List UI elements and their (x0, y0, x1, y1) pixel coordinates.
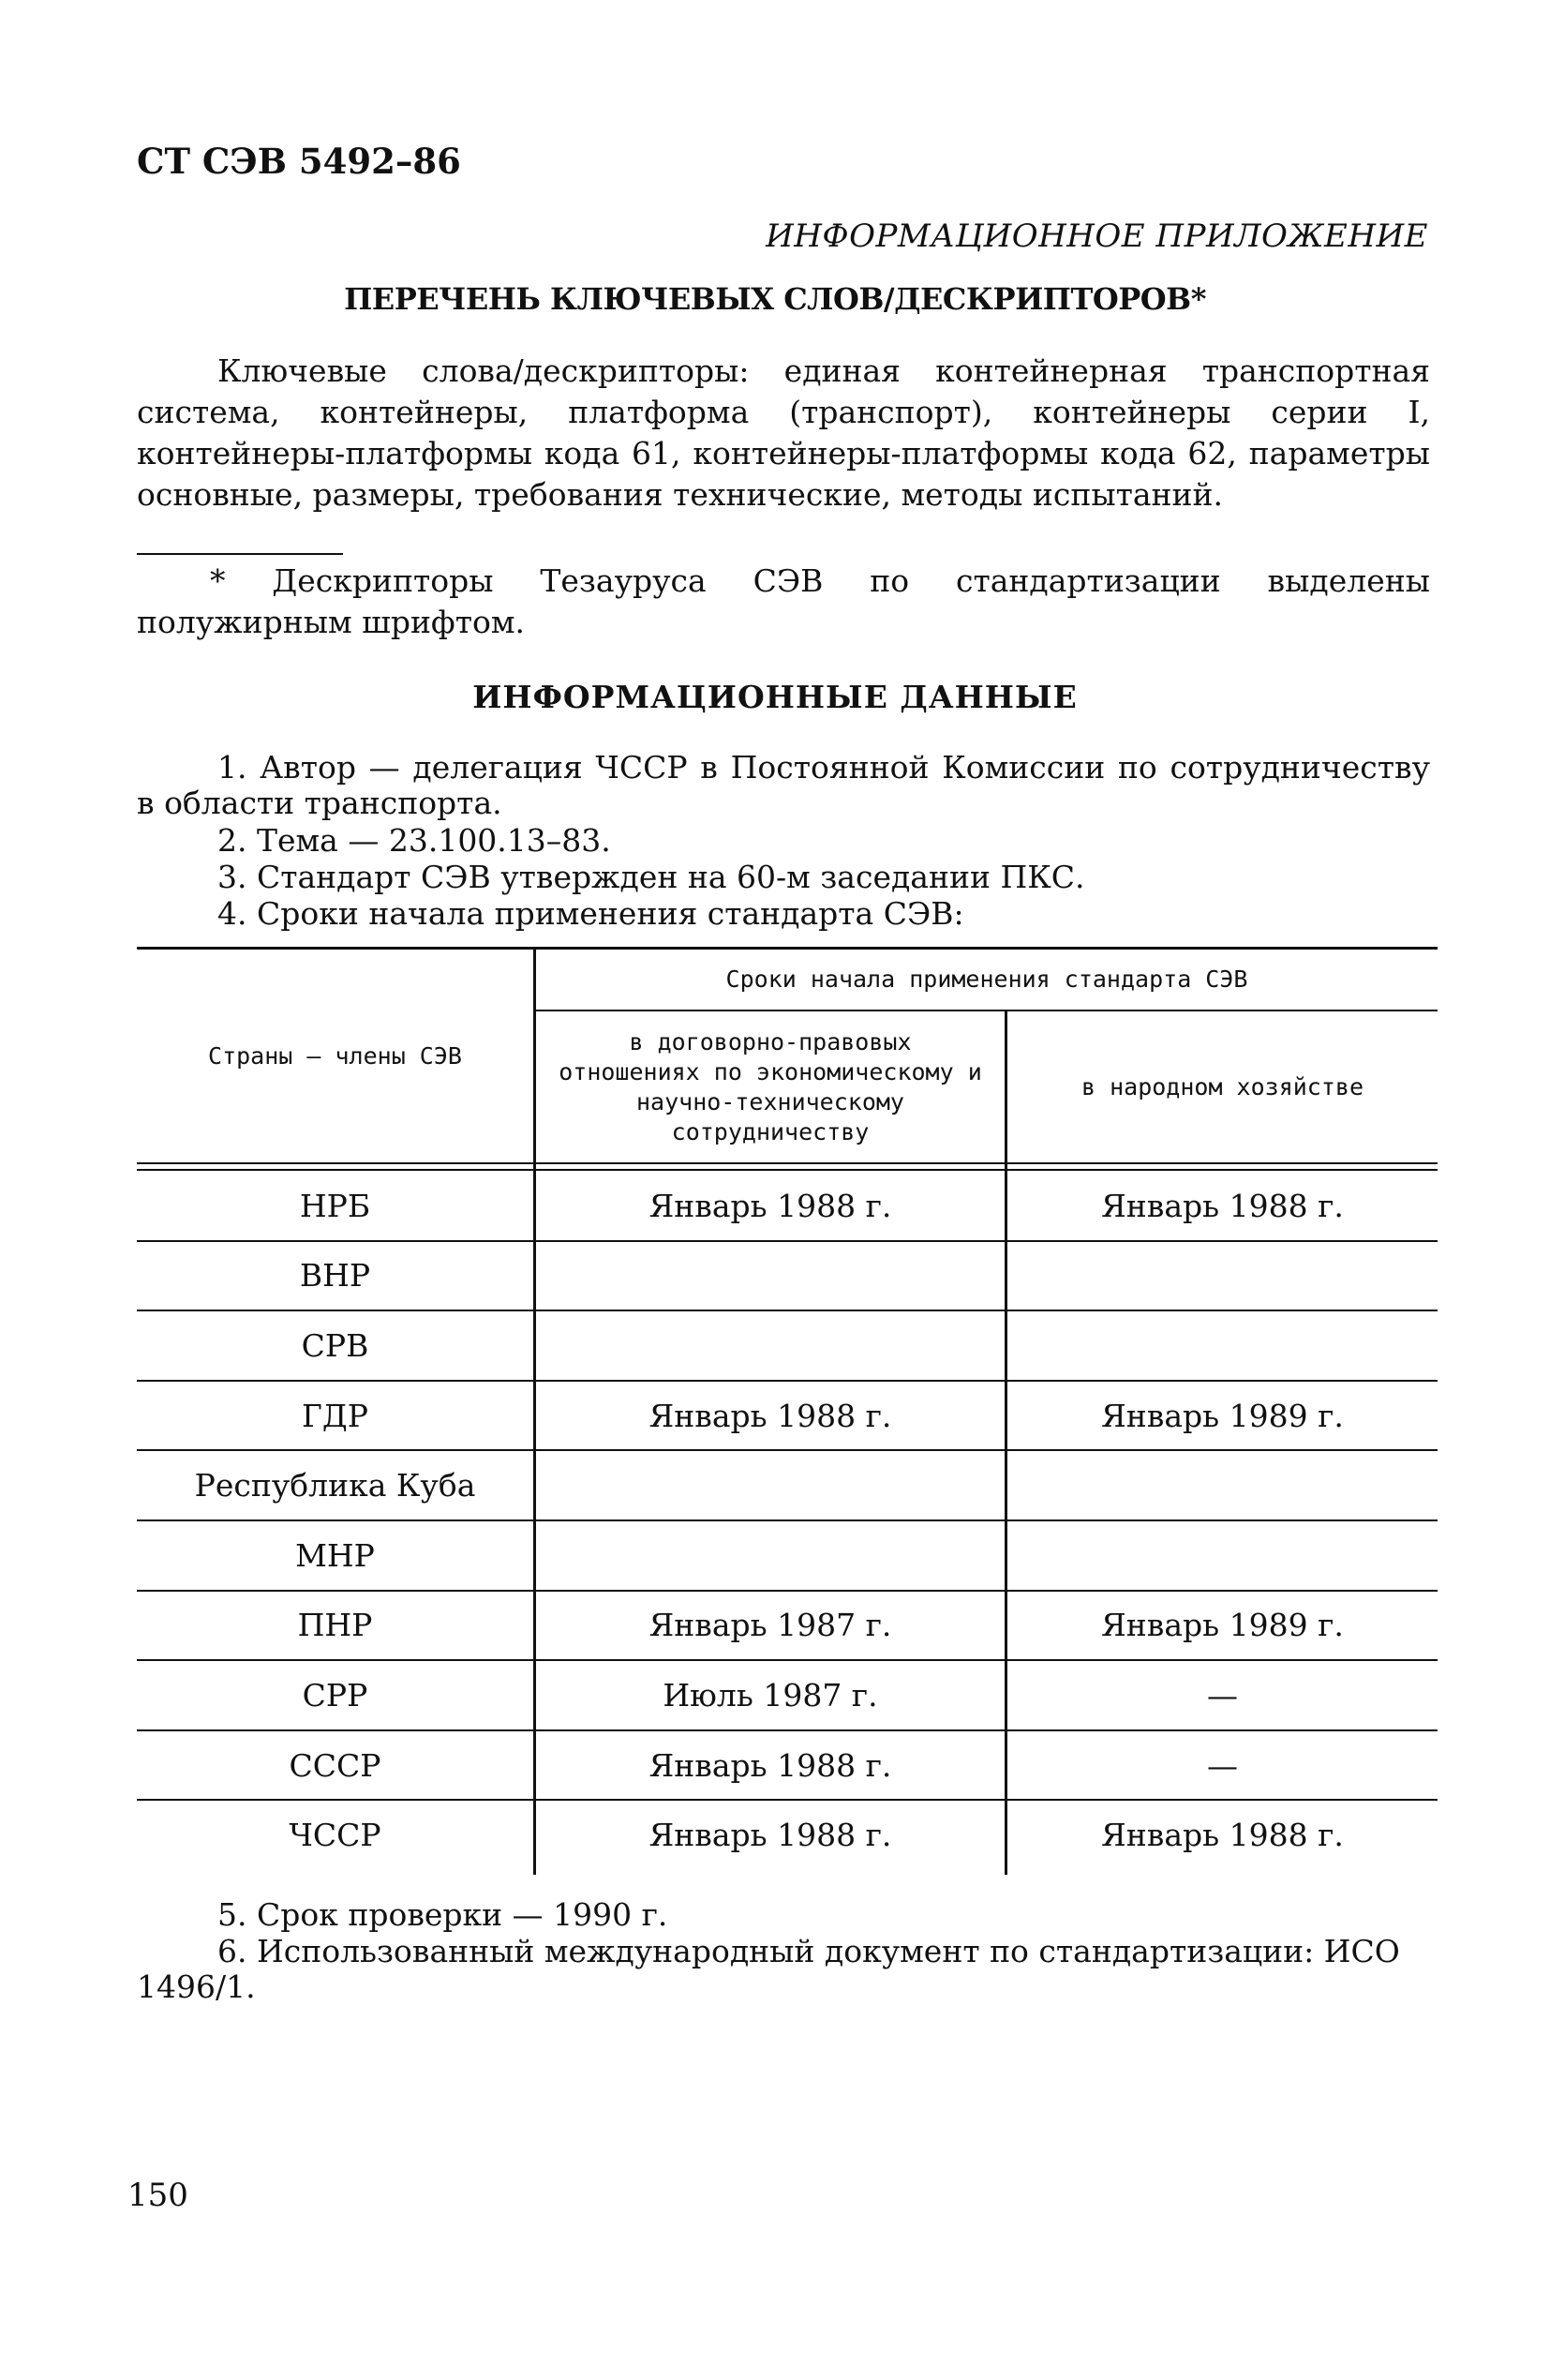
cell-economy (1007, 1520, 1438, 1591)
info-item-5: 5. Срок проверки — 1990 г. (217, 1896, 668, 1933)
cell-economy: Январь 1988 г. (1101, 1187, 1344, 1224)
cell-country: ВНР (299, 1257, 371, 1295)
cell-economy (1007, 1310, 1438, 1381)
cell-country: ЧССР (289, 1817, 381, 1854)
page-number: 150 (127, 2177, 188, 2214)
cell-country: ГДР (302, 1397, 368, 1434)
cell-country: МНР (295, 1536, 375, 1574)
info-item-6: 6. Использованный международный документ по стандартизации: ИСО 1496/1. (137, 1933, 1400, 2005)
cell-country: СССР (289, 1746, 381, 1784)
cell-economy: Январь 1989 г. (1101, 1397, 1344, 1434)
cell-economy: Январь 1989 г. (1101, 1607, 1344, 1644)
cell-country: СРВ (301, 1326, 369, 1364)
cell-contracts (536, 1310, 1005, 1381)
keywords-paragraph: Ключевые слова/дескрипторы: единая контейнерная транспортная система, контейнеры, платформа (транспорт), контейнеры серии I, контейнеры-платформы кода 61, контейнеры-платформы кода 62, параметры основные, размеры, требования технические, методы испытаний. (137, 352, 1430, 513)
header-countries: Страны – члены СЭВ (208, 1041, 462, 1070)
info-item-1: 1. Автор — делегация ЧССР в Постоянной Комиссии по сотрудничеству в области транспорта. (137, 749, 1430, 821)
cell-contracts: Январь 1988 г. (648, 1817, 892, 1854)
header-contracts: в договорно-правовых отношениях по экономическому и научно-техническому сотрудничеству (559, 1027, 982, 1145)
appendix-label: ИНФОРМАЦИОННОЕ ПРИЛОЖЕНИЕ (766, 217, 1428, 255)
header-divider-1 (137, 1162, 1438, 1164)
cell-country: Республика Куба (194, 1467, 476, 1504)
keywords-title: ПЕРЕЧЕНЬ КЛЮЧЕВЫХ СЛОВ/ДЕСКРИПТОРОВ* (344, 281, 1206, 317)
cell-country: СРР (302, 1676, 368, 1714)
cell-contracts: Январь 1988 г. (648, 1397, 892, 1434)
footnote: * Дескрипторы Тезауруса СЭВ по стандартизации выделены полужирным шрифтом. (137, 562, 1430, 640)
cell-contracts: Январь 1988 г. (648, 1746, 892, 1784)
standard-code: СТ СЭВ 5492–86 (137, 141, 461, 182)
footnote-divider (137, 553, 343, 555)
info-item-2: 2. Тема — 23.100.13–83. (217, 822, 611, 859)
cell-economy: — (1207, 1676, 1238, 1714)
cell-contracts: Январь 1988 г. (648, 1187, 892, 1224)
cell-economy: — (1207, 1746, 1238, 1784)
dates-table (137, 947, 1438, 1875)
cell-contracts: Июль 1987 г. (663, 1676, 878, 1714)
cell-economy: Январь 1988 г. (1101, 1817, 1344, 1854)
header-economy: в народном хозяйстве (1081, 1072, 1364, 1100)
info-item-4: 4. Сроки начала применения стандарта СЭВ: (217, 895, 964, 932)
cell-contracts: Январь 1987 г. (648, 1607, 892, 1644)
cell-country: ПНР (297, 1607, 373, 1644)
cell-country: НРБ (299, 1187, 371, 1224)
cell-economy (1007, 1241, 1438, 1311)
header-group: Сроки начала применения стандарта СЭВ (725, 965, 1248, 993)
cell-contracts (536, 1450, 1005, 1520)
info-item-3: 3. Стандарт СЭВ утвержден на 60-м заседании ПКС. (217, 859, 1085, 895)
info-title: ИНФОРМАЦИОННЫЕ ДАННЫЕ (472, 679, 1078, 715)
cell-economy (1007, 1450, 1438, 1520)
cell-contracts (536, 1520, 1005, 1591)
cell-contracts (536, 1241, 1005, 1311)
